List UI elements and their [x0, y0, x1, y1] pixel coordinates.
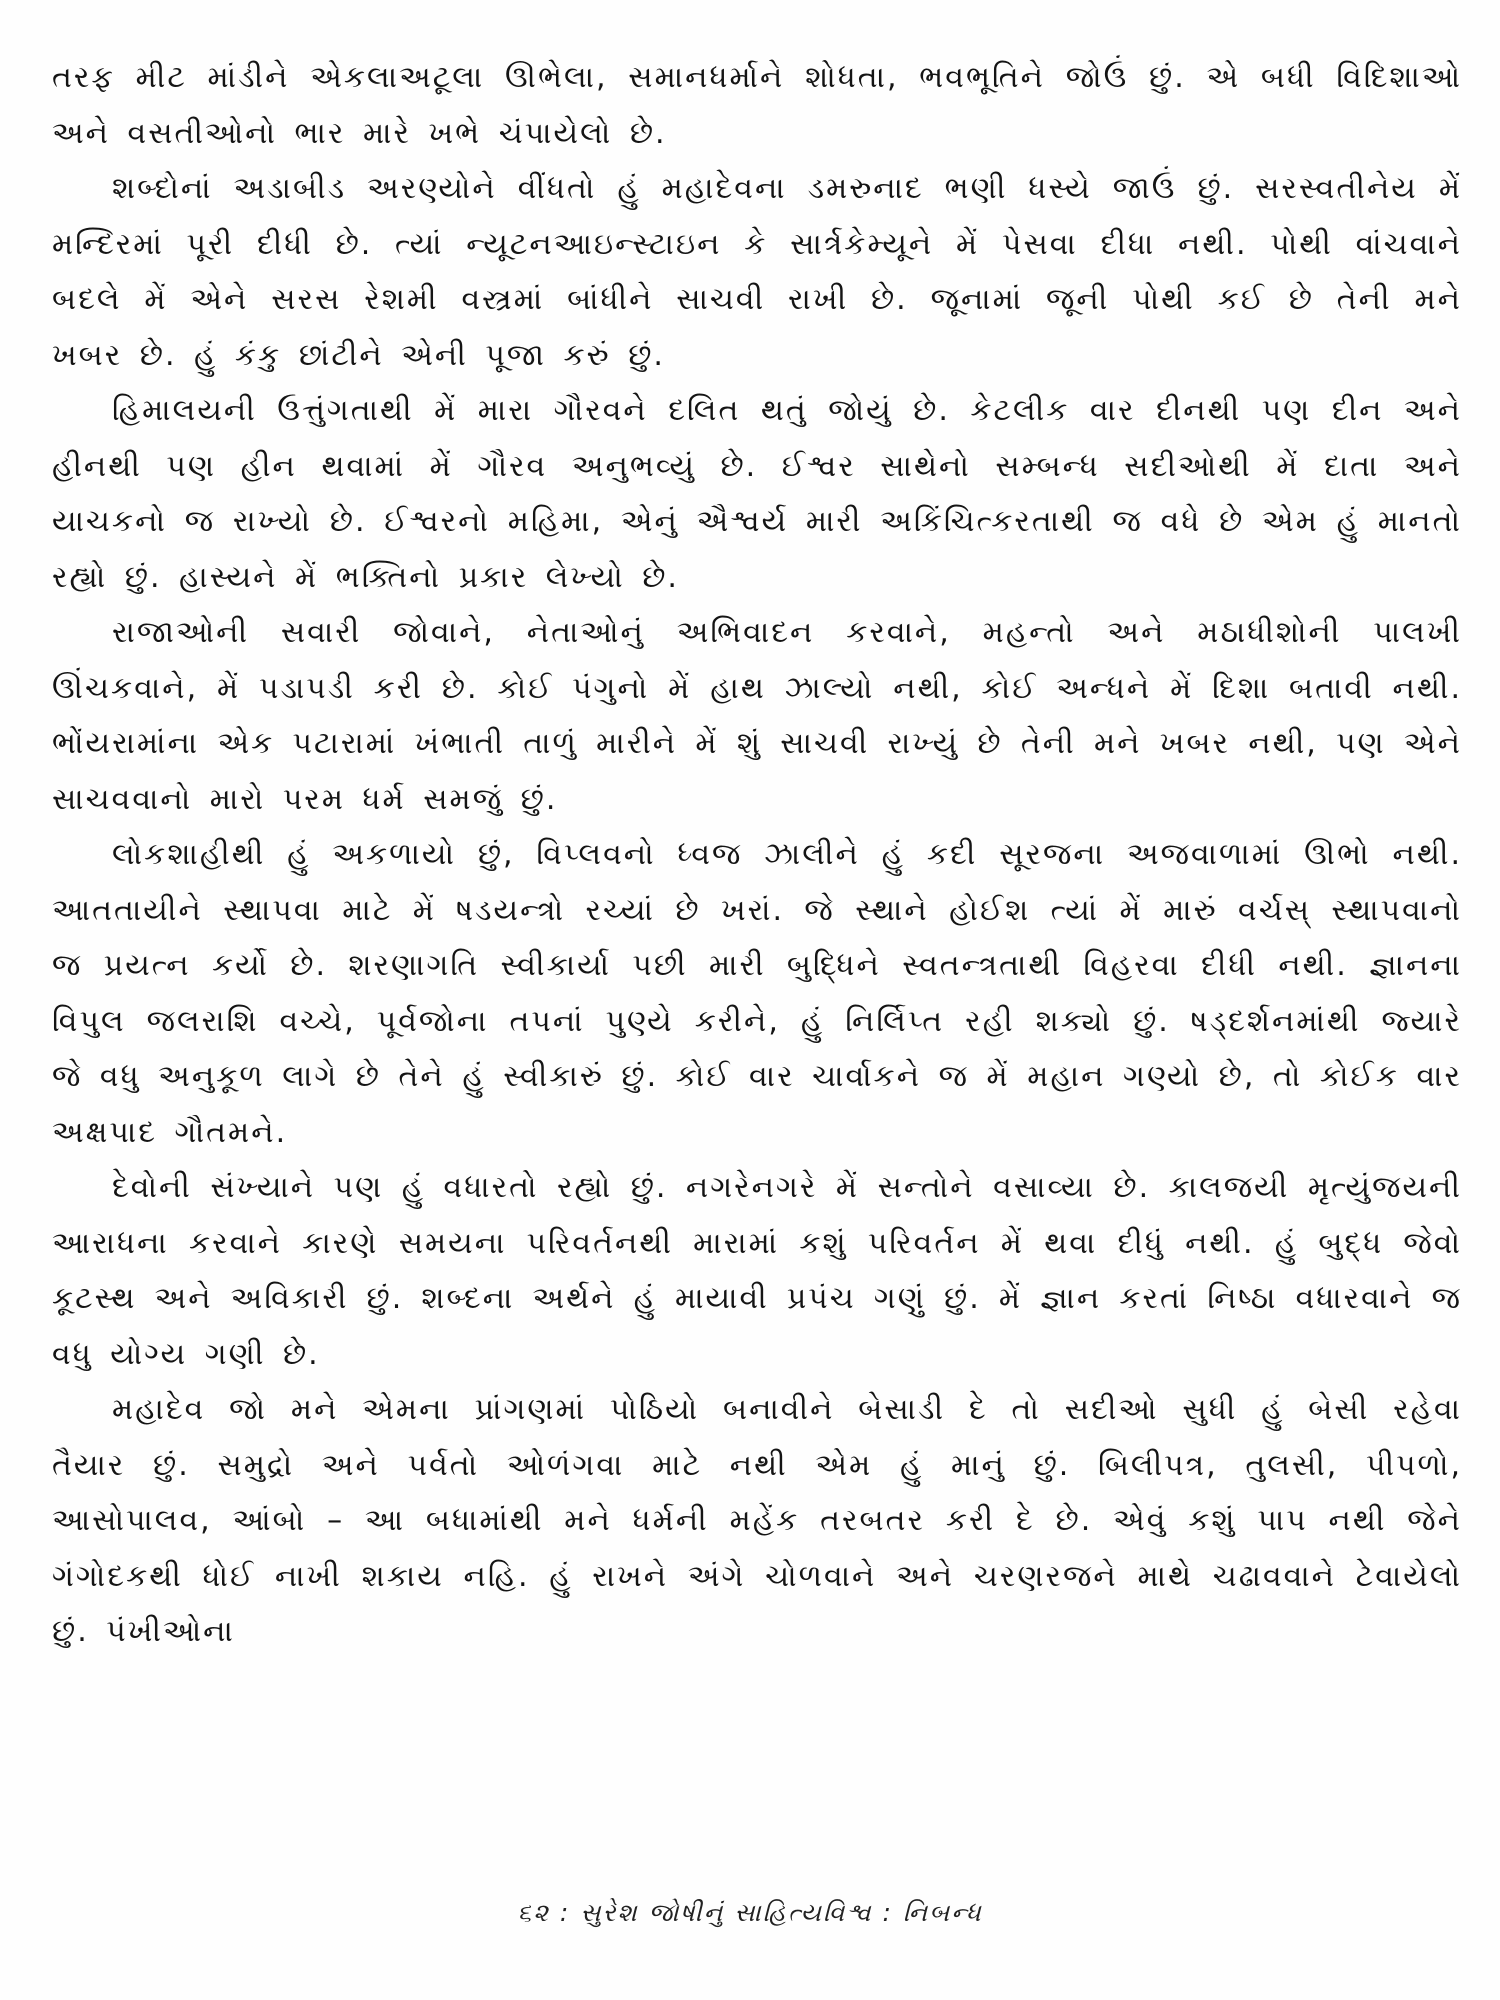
paragraph: રાજાઓની સવારી જોવાને, નેતાઓનું અભિવાદન કરવાને, મહન્તો અને મઠાધીશોની પાલખી ઊંચકવાને, મેં પડાપડી કરી છે. કોઈ પંગુનો મેં હાથ ઝાલ્યો નથી, કોઈ અન્ધને મેં દિશા બતાવી નથી. ભોંયરામાંના એક પટારામાં ખંભાતી તાળું મારીને મેં શું સાચવી રાખ્યું છે તેની મને ખબર નથી, પણ એને સાચવવાનો મારો પરમ ધર્મ સમજું છું.	[52, 615, 1462, 817]
paragraph-continuation: તરફ મીટ માંડીને એકલાઅટૂલા ઊભેલા, સમાનધર્માને શોધતા, ભવભૂતિને જોઉં છું. એ બધી વિદિશાઓ અને વસતીઓનો ભાર મારે ખભે ચંપાયેલો છે.	[52, 60, 1462, 151]
essay-text	[52, 50, 1462, 1660]
paragraph: શબ્દોનાં અડાબીડ અરણ્યોને વીંધતો હું મહાદેવના ડમરુનાદ ભણી ધસ્યે જાઉં છું. સરસ્વતીનેય મેં મન્દિરમાં પૂરી દીધી છે. ત્યાં ન્યૂટનઆઇન્સ્ટાઇન કે સાર્ત્રકેમ્યૂને મેં પેસવા દીધા નથી. પોથી વાંચવાને બદલે મેં એને સરસ રેશમી વસ્ત્રમાં બાંધીને સાચવી રાખી છે. જૂનામાં જૂની પોથી કઈ છે તેની મને ખબર છે. હું કંકુ છાંટીને એની પૂજા કરું છું.	[52, 171, 1462, 373]
paragraph: દેવોની સંખ્યાને પણ હું વધારતો રહ્યો છું. નગરેનગરે મેં સન્તોને વસાવ્યા છે. કાલજયી મૃત્યુંજયની આરાધના કરવાને કારણે સમયના પરિવર્તનથી મારામાં કશું પરિવર્તન મેં થવા દીધું નથી. હું બુદ્ધ જેવો કૂટસ્થ અને અવિકારી છું. શબ્દના અર્થને હું માયાવી પ્રપંચ ગણું છું. મેં જ્ઞાન કરતાં નિષ્ઠા વધારવાને જ વધુ યોગ્ય ગણી છે.	[52, 1170, 1462, 1372]
paragraph: હિમાલયની ઉત્તુંગતાથી મેં મારા ગૌરવને દલિત થતું જોયું છે. કેટલીક વાર દીનથી પણ દીન અને હીનથી પણ હીન થવામાં મેં ગૌરવ અનુભવ્યું છે. ઈશ્વર સાથેનો સમ્બન્ધ સદીઓથી મેં દાતા અને યાચકનો જ રાખ્યો છે. ઈશ્વરનો મહિમા, એનું ઐશ્વર્ય મારી અકિંચિત્કરતાથી જ વધે છે એમ હું માનતો રહ્યો છું. હાસ્યને મેં ભક્તિનો પ્રકાર લેખ્યો છે.	[52, 393, 1462, 595]
page-footer: ૬૨ : સુરેશ જોષીનું સાહિત્યવિશ્વ : નિબન્ધ	[517, 1898, 983, 1927]
paragraph: મહાદેવ જો મને એમના પ્રાંગણમાં પોઠિયો બનાવીને બેસાડી દે તો સદીઓ સુધી હું બેસી રહેવા તૈયાર છું. સમુદ્રો અને પર્વતો ઓળંગવા માટે નથી એમ હું માનું છું. બિલીપત્ર, તુલસી, પીપળો, આસોપાલવ, આંબો – આ બધામાંથી મને ધર્મની મહેંક તરબતર કરી દે છે. એવું કશું પાપ નથી જેને ગંગોદકથી ધોઈ નાખી શકાય નહિ. હું રાખને અંગે ચોળવાને અને ચરણરજને માથે ચઢાવવાને ટેવાયેલો છું. પંખીઓના	[52, 1392, 1462, 1649]
paragraph: લોકશાહીથી હું અકળાયો છું, વિપ્લવનો ધ્વજ ઝાલીને હું કદી સૂરજના અજવાળામાં ઊભો નથી. આતતાયીને સ્થાપવા માટે મેં ષડયન્ત્રો રચ્યાં છે ખરાં. જે સ્થાને હોઈશ ત્યાં મેં મારું વર્ચસ્ સ્થાપવાનો જ પ્રયત્ન કર્યો છે. શરણાગતિ સ્વીકાર્યા પછી મારી બુદ્ધિને સ્વતન્ત્રતાથી વિહરવા દીધી નથી. જ્ઞાનના વિપુલ જલરાશિ વચ્ચે, પૂર્વજોના તપનાં પુણ્યે કરીને, હું નિર્લિપ્ત રહી શક્યો છું. ષડ્દર્શનમાંથી જ્યારે જે વધુ અનુકૂળ લાગે છે તેને હું સ્વીકારું છું. કોઈ વાર ચાર્વાકને જ મેં મહાન ગણ્યો છે, તો કોઈક વાર અક્ષપાદ ગૌતમને.	[52, 837, 1462, 1150]
